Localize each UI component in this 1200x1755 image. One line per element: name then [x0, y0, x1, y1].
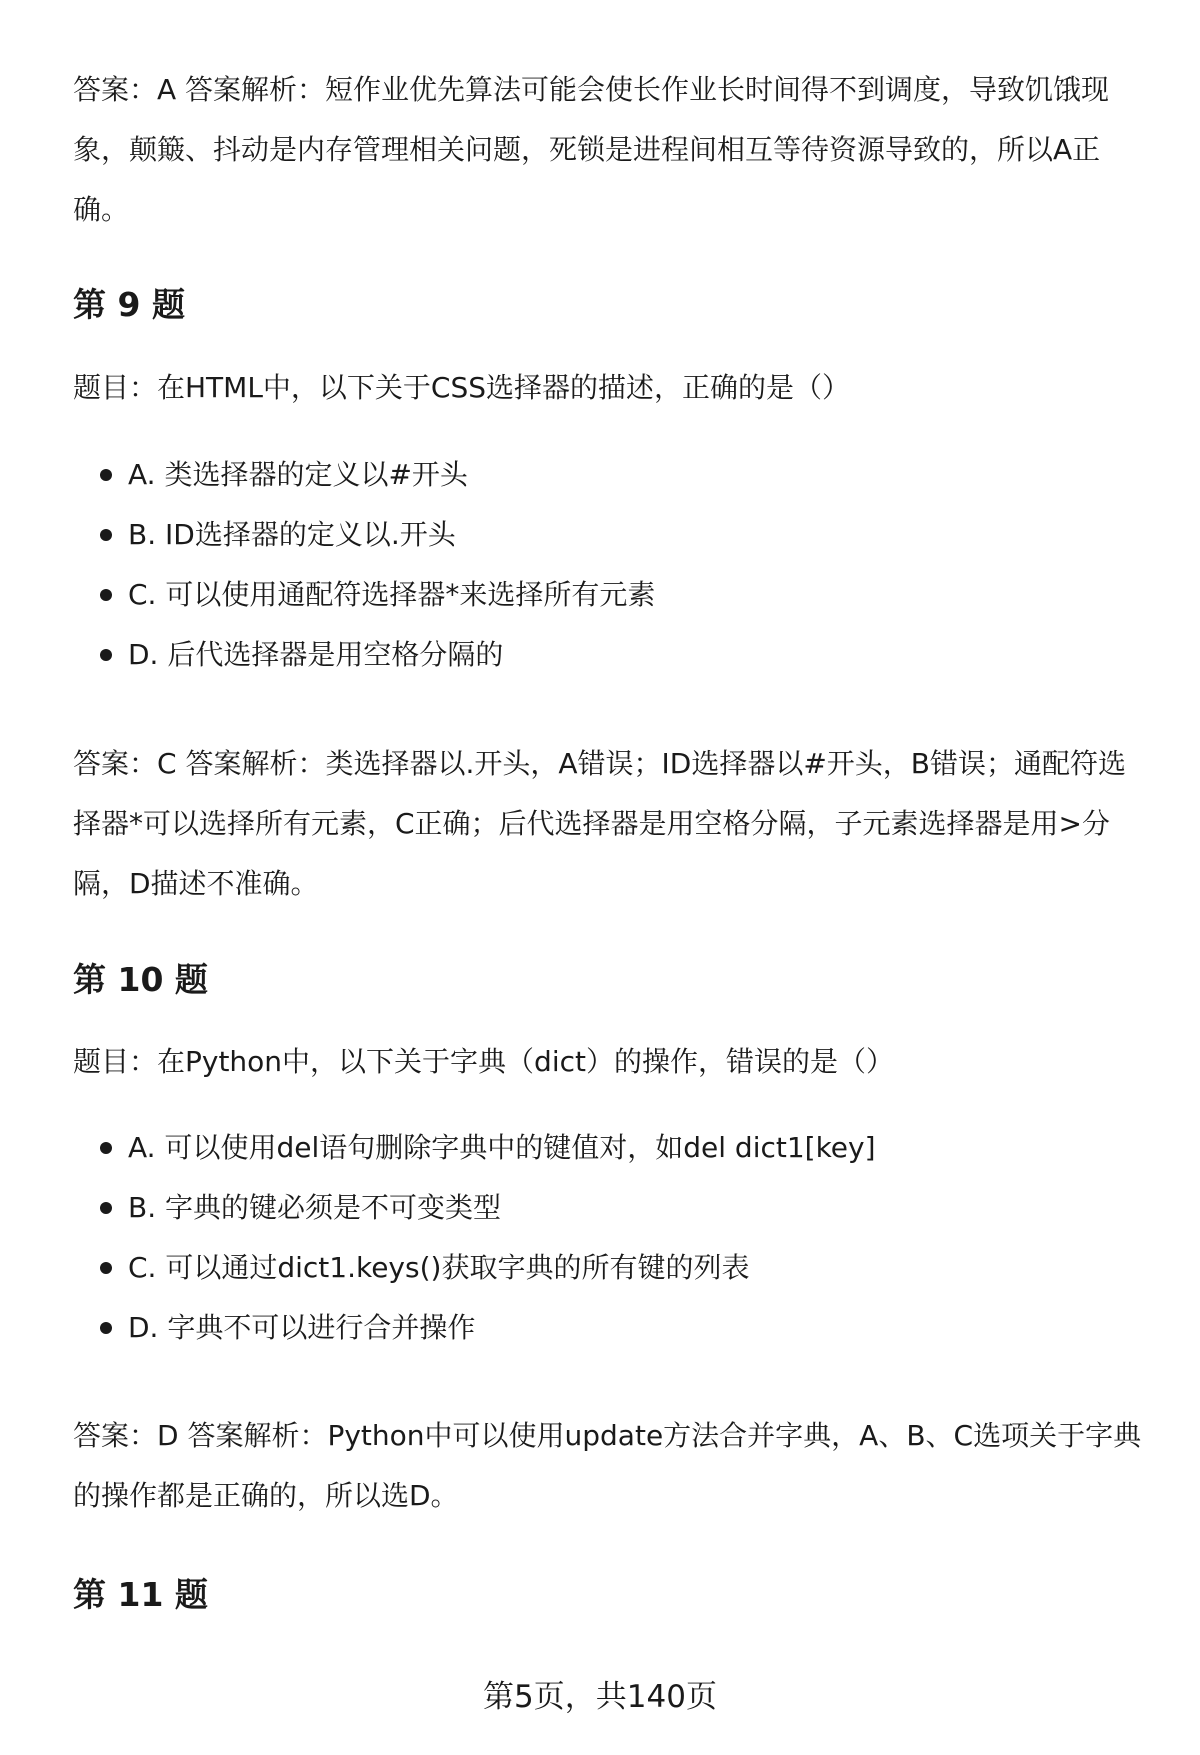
q9-option-a-text: A. 类选择器的定义以#开头: [128, 458, 468, 491]
q10-heading: 第 10 题: [73, 960, 208, 999]
q10-option-a-text: A. 可以使用del语句删除字典中的键值对，如del dict1[key]: [128, 1131, 876, 1164]
q9-option-a: [73, 445, 1153, 505]
q9-question: 题目：在HTML中，以下关于CSS选择器的描述，正确的是（）: [73, 371, 851, 404]
q9-option-d: [73, 625, 1153, 685]
q10-option-d: [73, 1298, 1153, 1358]
q9-answer: 答案：C 答案解析：类选择器以.开头，A错误；ID选择器以#开头，B错误；通配符选择器*可以选择所有元素，C正确；后代选择器是用空格分隔，子元素选择器是用>分隔，D描述不准确。: [73, 747, 1126, 900]
bullet-dot: [100, 469, 112, 481]
q9-option-d-text: D. 后代选择器是用空格分隔的: [128, 638, 504, 671]
q9-options: [73, 445, 1153, 685]
q9-option-c-text: C. 可以使用通配符选择器*来选择所有元素: [128, 578, 656, 611]
q10-option-b-text: B. 字典的键必须是不可变类型: [128, 1191, 502, 1224]
q10-question: 题目：在Python中，以下关于字典（dict）的操作，错误的是（）: [73, 1045, 894, 1078]
bullet-dot: [100, 1142, 112, 1154]
bullet-dot: [100, 529, 112, 541]
q10-option-a: [73, 1118, 1153, 1178]
q9-option-b-text: B. ID选择器的定义以.开头: [128, 518, 456, 551]
page-number-footer: 第5页，共140页: [483, 1679, 717, 1715]
bullet-dot: [100, 1262, 112, 1274]
q11-heading: 第 11 题: [73, 1575, 208, 1614]
bullet-dot: [100, 649, 112, 661]
bullet-dot: [100, 1202, 112, 1214]
q10-options: [73, 1118, 1153, 1358]
q10-option-d-text: D. 字典不可以进行合并操作: [128, 1311, 476, 1344]
q9-option-b: [73, 505, 1153, 565]
q9-option-c: [73, 565, 1153, 625]
q8-answer: 答案：A 答案解析：短作业优先算法可能会使长作业长时间得不到调度，导致饥饿现象，颠簸、抖动是内存管理相关问题，死锁是进程间相互等待资源导致的，所以A正确。: [73, 73, 1110, 226]
q9-heading: 第 9 题: [73, 285, 185, 324]
q10-option-c: [73, 1238, 1153, 1298]
bullet-dot: [100, 589, 112, 601]
q10-option-c-text: C. 可以通过dict1.keys()获取字典的所有键的列表: [128, 1251, 750, 1284]
q10-option-b: [73, 1178, 1153, 1238]
q10-answer: 答案：D 答案解析：Python中可以使用update方法合并字典，A、B、C选项关于字典的操作都是正确的，所以选D。: [73, 1419, 1142, 1512]
bullet-dot: [100, 1322, 112, 1334]
